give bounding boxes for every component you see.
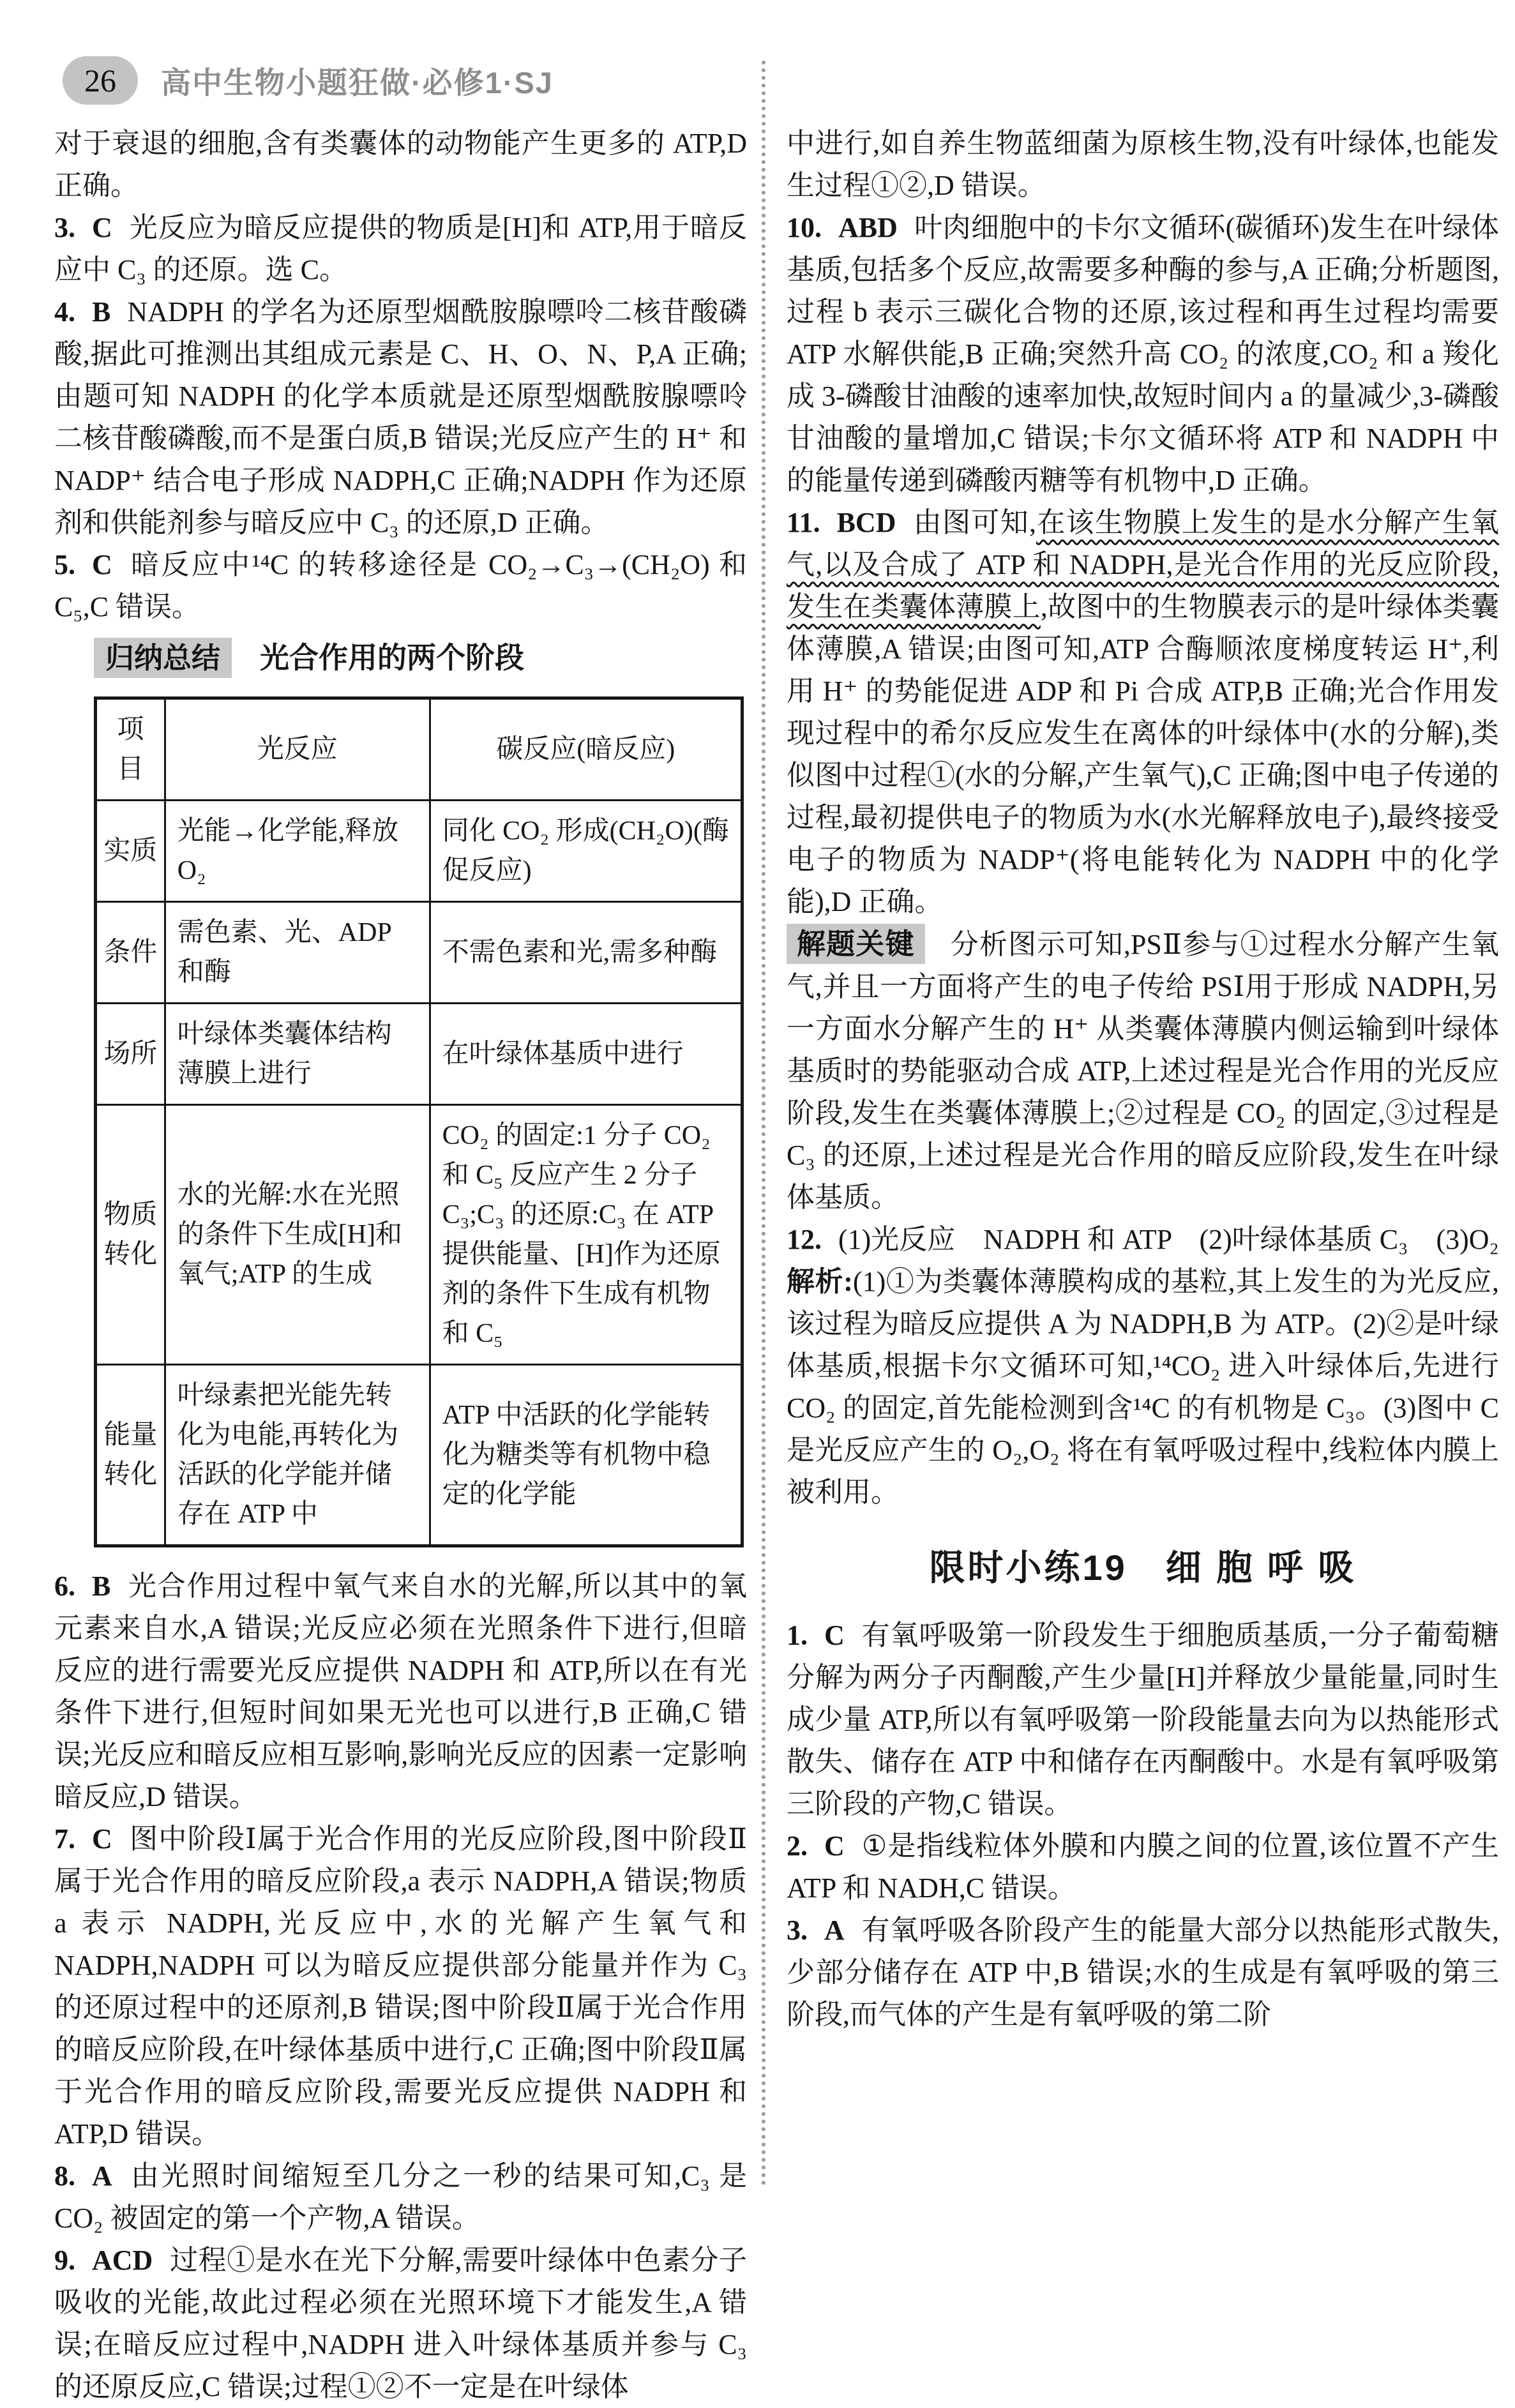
table-cell: 同化 CO₂ 形成(CH₂O)(酶促反应)	[430, 801, 742, 902]
key-point-paragraph	[787, 923, 1499, 1219]
page-header	[63, 56, 554, 105]
table-header-cell: 碳反应(暗反应)	[430, 698, 742, 801]
table-cell: 叶绿体类囊体结构薄膜上进行	[165, 1004, 430, 1105]
analysis-text: (1)①为类囊体薄膜构成的基粒,其上发生的为光反应,该过程为暗反应提供 A 为 NADPH,B 为 ATP。(2)②是叶绿体基质,根据卡尔文循环可知,¹⁴CO₂ 进入叶绿体后,先进行 CO₂ 的固定,首先能检测到含¹⁴C 的有机物是 C₃。(3)图中 C 是光反应产生的 O₂,O₂ 将在有氧呼吸过程中,线粒体内膜上被利用。	[787, 1266, 1499, 1508]
answer-letter: ABD	[838, 212, 898, 243]
table-cell: ATP 中活跃的化学能转化为糖类等有机物中稳定的化学能	[430, 1365, 742, 1546]
question-number: 5.	[54, 549, 75, 580]
explanation-text: 暗反应中¹⁴C 的转移途径是 CO₂→C₃→(CH₂O) 和 C₅,C 错误。	[54, 549, 747, 622]
question-number: 3.	[54, 212, 75, 243]
question-number: 9.	[54, 2245, 75, 2276]
table-row	[96, 902, 742, 1004]
question-number: 1.	[787, 1620, 808, 1651]
respiration-question-3	[787, 1909, 1499, 2036]
table-header-cell: 项目	[96, 698, 165, 801]
table-row	[96, 801, 742, 902]
key-point-text: 分析图示可知,PSⅡ参与①过程水分解产生氧气,并且一方面将产生的电子传给 PSⅠ用于形成 NADPH,另一方面水分解产生的 H⁺ 从类囊体薄膜内侧运输到叶绿体基质时的势能驱动合成 ATP,上述过程是光合作用的光反应阶段,发生在类囊体薄膜上;②过程是 CO₂ 的固定,③过程是 C₃ 的还原,上述过程是光合作用的暗反应阶段,发生在叶绿体基质。	[787, 929, 1499, 1213]
question-10	[787, 207, 1499, 502]
respiration-question-1	[787, 1614, 1499, 1825]
summary-title: 光合作用的两个阶段	[260, 642, 525, 674]
question-8	[54, 2155, 747, 2239]
respiration-question-2	[787, 1825, 1499, 1909]
row-label: 条件	[96, 902, 165, 1004]
explanation-text: 光反应为暗反应提供的物质是[H]和 ATP,用于暗反应中 C₃ 的还原。选 C。	[54, 212, 747, 285]
intro-text: 对于衰退的细胞,含有类囊体的动物能产生更多的 ATP,D 正确。	[54, 128, 747, 201]
question-4	[54, 291, 747, 544]
table-cell: 水的光解:水在光照的条件下生成[H]和氧气;ATP 的生成	[165, 1105, 430, 1365]
page-number-badge	[63, 56, 138, 105]
question-number: 8.	[54, 2160, 75, 2192]
table-cell: 叶绿素把光能先转化为电能,再转化为活跃的化学能并储存在 ATP 中	[165, 1365, 430, 1546]
row-label: 场所	[96, 1004, 165, 1105]
answer-letter: A	[824, 1915, 845, 1946]
explanation-text: 光合作用过程中氧气来自水的光解,所以其中的氧元素来自水,A 错误;光反应必须在光照条件下进行,但暗反应的进行需要光反应提供 NADPH 和 ATP,所以在有光条件下进行,但短时间如果无光也可以进行,B 正确,C 错误;光反应和暗反应相互影响,影响光反应的因素一定影响暗反应,D 错误。	[54, 1570, 747, 1812]
question-number: 7.	[54, 1823, 75, 1855]
explanation-text: ①是指线粒体外膜和内膜之间的位置,该位置不产生 ATP 和 NADH,C 错误。	[787, 1830, 1499, 1904]
page-number: 26	[84, 63, 116, 98]
continuation-paragraph	[787, 123, 1499, 207]
table-row	[96, 1004, 742, 1105]
explanation-text: 有氧呼吸第一阶段发生于细胞质基质,一分子葡萄糖分解为两分子丙酮酸,产生少量[H]并释放少量能量,同时生成少量 ATP,所以有氧呼吸第一阶段能量去向为以热能形式散失、储存在 ATP 中和储存在丙酮酸中。水是有氧呼吸第三阶段的产物,C 错误。	[787, 1620, 1499, 1819]
question-number: 2.	[787, 1830, 808, 1862]
question-12	[787, 1219, 1499, 1261]
wavy-emphasis-text: 在该生物膜上发生的是水分解产生氧气,以及合成了 ATP 和 NADPH,是光合作用的光反应阶段,发生在类囊体薄膜上	[787, 507, 1500, 622]
table-row	[96, 1365, 742, 1546]
section-heading: 限时小练19 细 胞 呼 吸	[929, 1547, 1357, 1588]
explanation-text: 图中阶段Ⅰ属于光合作用的光反应阶段,图中阶段Ⅱ属于光合作用的暗反应阶段,a 表示 NADPH,A 错误;物质 a 表示 NADPH,光反应中,水的光解产生氧气和 NADPH,NADPH 可以为暗反应提供部分能量并作为 C₃ 的还原过程中的还原剂,B 错误;图中阶段Ⅱ属于光合作用的暗反应阶段,在叶绿体基质中进行,C 正确;图中阶段Ⅱ属于光合作用的暗反应阶段,需要光反应提供 NADPH 和 ATP,D 错误。	[54, 1823, 747, 2149]
table-cell: 在叶绿体基质中进行	[430, 1004, 742, 1105]
answer-letter: C	[92, 549, 112, 580]
question-7	[54, 1818, 747, 2155]
right-column	[787, 123, 1499, 2036]
summary-header	[94, 637, 747, 680]
analysis-paragraph	[787, 1261, 1499, 1514]
table-header-cell: 光反应	[165, 698, 430, 801]
column-divider	[762, 61, 765, 2186]
question-6	[54, 1565, 747, 1818]
answer-letter: C	[92, 212, 112, 243]
row-label: 物质转化	[96, 1105, 165, 1365]
question-number: 4.	[54, 296, 75, 327]
question-number: 10.	[787, 212, 822, 243]
answer-letter: A	[92, 2160, 112, 2192]
table-row	[96, 1105, 742, 1365]
answer-letter: B	[92, 296, 111, 327]
explanation-text: 叶肉细胞中的卡尔文循环(碳循环)发生在叶绿体基质,包括多个反应,故需要多种酶的参与,A 正确;分析题图,过程 b 表示三碳化合物的还原,该过程和再生过程均需要 ATP 水解供能,B 正确;突然升高 CO₂ 的浓度,CO₂ 和 a 羧化成 3-磷酸甘油酸的速率加快,故短时间内 a 的量减少,3-磷酸甘油酸的量增加,C 错误;卡尔文循环将 ATP 和 NADPH 中的能量传递到磷酸丙糖等有机物中,D 正确。	[787, 212, 1499, 496]
question-number: 11.	[787, 507, 820, 538]
table-cell: 光能→化学能,释放 O₂	[165, 801, 430, 902]
question-5	[54, 544, 747, 628]
analysis-label: 解析:	[787, 1266, 853, 1297]
explanation-text: 有氧呼吸各阶段产生的能量大部分以热能形式散失,少部分储存在 ATP 中,B 错误;水的生成是有氧呼吸的第三阶段,而气体的产生是有氧呼吸的第二阶	[787, 1915, 1499, 2030]
question-11	[787, 502, 1499, 923]
question-3	[54, 207, 747, 291]
answer-letter: B	[92, 1570, 111, 1602]
row-label: 实质	[96, 801, 165, 902]
answer-letter: C	[824, 1620, 845, 1651]
left-column	[54, 123, 747, 2408]
explanation-text-pre: 由图可知,	[912, 507, 1037, 538]
answer-text: (1)光反应 NADPH 和 ATP (2)叶绿体基质 C₃ (3)O₂	[838, 1224, 1499, 1255]
answer-letter: ACD	[92, 2245, 153, 2276]
question-number: 6.	[54, 1570, 75, 1602]
table-cell: 不需色素和光,需多种酶	[430, 902, 742, 1004]
question-number: 12.	[787, 1224, 822, 1255]
continuation-text: 中进行,如自养生物蓝细菌为原核生物,没有叶绿体,也能发生过程①②,D 错误。	[787, 128, 1499, 201]
explanation-text: 过程①是水在光下分解,需要叶绿体中色素分子吸收的光能,故此过程必须在光照环境下才能发生,A 错误;在暗反应过程中,NADPH 进入叶绿体基质并参与 C₃ 的还原反应,C 错误;过程①②不一定是在叶绿体	[54, 2245, 747, 2402]
table-cell: CO₂ 的固定:1 分子 CO₂ 和 C₅ 反应产生 2 分子 C₃;C₃ 的还原:C₃ 在 ATP 提供能量、[H]作为还原剂的条件下生成有机物和 C₅	[430, 1105, 742, 1365]
explanation-text: 由光照时间缩短至几分之一秒的结果可知,C₃ 是 CO₂ 被固定的第一个产物,A 错误。	[54, 2160, 747, 2234]
intro-paragraph	[54, 123, 747, 207]
answer-letter: C	[92, 1823, 112, 1855]
answer-letter: BCD	[836, 507, 896, 538]
question-9	[54, 2239, 747, 2408]
question-number: 3.	[787, 1915, 808, 1946]
summary-badge: 归纳总结	[94, 638, 232, 678]
key-point-badge: 解题关键	[787, 924, 925, 964]
table-cell: 需色素、光、ADP 和酶	[165, 902, 430, 1004]
photosynthesis-stages-table	[94, 696, 744, 1547]
answer-letter: C	[824, 1830, 845, 1862]
row-label: 能量转化	[96, 1365, 165, 1546]
table-header-row	[96, 698, 742, 801]
explanation-text: NADPH 的学名为还原型烟酰胺腺嘌呤二核苷酸磷酸,据此可推测出其组成元素是 C、H、O、N、P,A 正确;由题可知 NADPH 的化学本质就是还原型烟酰胺腺嘌呤二核苷酸磷酸,而不是蛋白质,B 错误;光反应产生的 H⁺ 和 NADP⁺ 结合电子形成 NADPH,C 正确;NADPH 作为还原剂和供能剂参与暗反应中 C₃ 的还原,D 正确。	[54, 296, 747, 538]
book-title: 高中生物小题狂做·必修1·SJ	[161, 65, 554, 100]
explanation-text-post: ,故图中的生物膜表示的是叶绿体类囊体薄膜,A 错误;由图可知,ATP 合酶顺浓度梯度转运 H⁺,利用 H⁺ 的势能促进 ADP 和 Pi 合成 ATP,B 正确;光合作用发现过程中的希尔反应发生在离体的叶绿体中(水的分解),类似图中过程①(水的分解,产生氧气),C 正确;图中电子传递的过程,最初提供电子的物质为水(水光解释放电子),最终接受电子的物质为 NADP⁺(将电能转化为 NADPH 中的化学能),D 正确。	[787, 591, 1500, 917]
